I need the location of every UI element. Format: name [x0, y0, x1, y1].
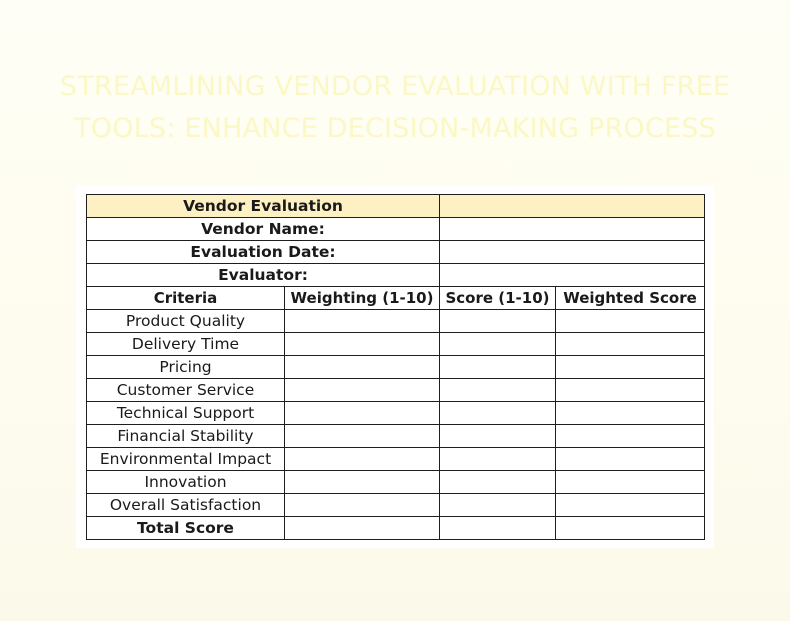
criteria-label: Delivery Time: [87, 333, 285, 356]
table-row: [87, 425, 705, 448]
page-title-line-2: TOOLS: ENHANCE DECISION-MAKING PROCESS: [74, 113, 716, 144]
score-cell[interactable]: [440, 471, 556, 494]
evaluation-date-label: Evaluation Date:: [87, 241, 440, 264]
title-row: [87, 195, 705, 218]
evaluator-row: [87, 264, 705, 287]
weighting-cell[interactable]: [285, 356, 440, 379]
table-row: [87, 356, 705, 379]
weighting-cell[interactable]: [285, 448, 440, 471]
weighted-score-cell[interactable]: [556, 379, 705, 402]
weighting-cell[interactable]: [285, 310, 440, 333]
score-cell[interactable]: [440, 356, 556, 379]
weighted-score-cell[interactable]: [556, 310, 705, 333]
criteria-label: Technical Support: [87, 402, 285, 425]
table-row: [87, 379, 705, 402]
table-row: [87, 494, 705, 517]
score-cell[interactable]: [440, 425, 556, 448]
criteria-label: Overall Satisfaction: [87, 494, 285, 517]
total-weighting-cell[interactable]: [285, 517, 440, 540]
weighted-score-cell[interactable]: [556, 356, 705, 379]
weighting-cell[interactable]: [285, 402, 440, 425]
weighted-score-cell[interactable]: [556, 471, 705, 494]
weighted-score-cell[interactable]: [556, 333, 705, 356]
table-row: [87, 471, 705, 494]
score-cell[interactable]: [440, 310, 556, 333]
vendor-name-field[interactable]: [440, 218, 705, 241]
column-header-criteria: Criteria: [87, 287, 285, 310]
weighted-score-cell[interactable]: [556, 402, 705, 425]
evaluation-date-field[interactable]: [440, 241, 705, 264]
form-title: Vendor Evaluation: [87, 195, 440, 218]
weighting-cell[interactable]: [285, 333, 440, 356]
evaluator-field[interactable]: [440, 264, 705, 287]
criteria-label: Financial Stability: [87, 425, 285, 448]
weighting-cell[interactable]: [285, 494, 440, 517]
column-header-row: [87, 287, 705, 310]
column-header-score: Score (1-10): [440, 287, 556, 310]
column-header-weighting: Weighting (1-10): [285, 287, 440, 310]
weighting-cell[interactable]: [285, 379, 440, 402]
total-score-label: Total Score: [87, 517, 285, 540]
score-cell[interactable]: [440, 448, 556, 471]
weighting-cell[interactable]: [285, 471, 440, 494]
vendor-name-row: [87, 218, 705, 241]
weighting-cell[interactable]: [285, 425, 440, 448]
weighted-score-cell[interactable]: [556, 494, 705, 517]
column-header-weighted-score: Weighted Score: [556, 287, 705, 310]
score-cell[interactable]: [440, 333, 556, 356]
score-cell[interactable]: [440, 402, 556, 425]
table-row: [87, 310, 705, 333]
evaluator-label: Evaluator:: [87, 264, 440, 287]
criteria-label: Pricing: [87, 356, 285, 379]
criteria-label: Product Quality: [87, 310, 285, 333]
criteria-label: Innovation: [87, 471, 285, 494]
score-cell[interactable]: [440, 379, 556, 402]
table-row: [87, 448, 705, 471]
page-title: [0, 66, 790, 150]
weighted-score-cell[interactable]: [556, 448, 705, 471]
weighted-score-cell[interactable]: [556, 425, 705, 448]
form-title-value-cell[interactable]: [440, 195, 705, 218]
criteria-label: Environmental Impact: [87, 448, 285, 471]
total-score-row: [87, 517, 705, 540]
table-row: [87, 402, 705, 425]
evaluation-date-row: [87, 241, 705, 264]
vendor-evaluation-table: [86, 194, 705, 540]
vendor-name-label: Vendor Name:: [87, 218, 440, 241]
criteria-label: Customer Service: [87, 379, 285, 402]
total-weighted-score-cell[interactable]: [556, 517, 705, 540]
page-title-line-1: STREAMLINING VENDOR EVALUATION WITH FREE: [59, 71, 731, 102]
total-score-cell[interactable]: [440, 517, 556, 540]
table-row: [87, 333, 705, 356]
score-cell[interactable]: [440, 494, 556, 517]
